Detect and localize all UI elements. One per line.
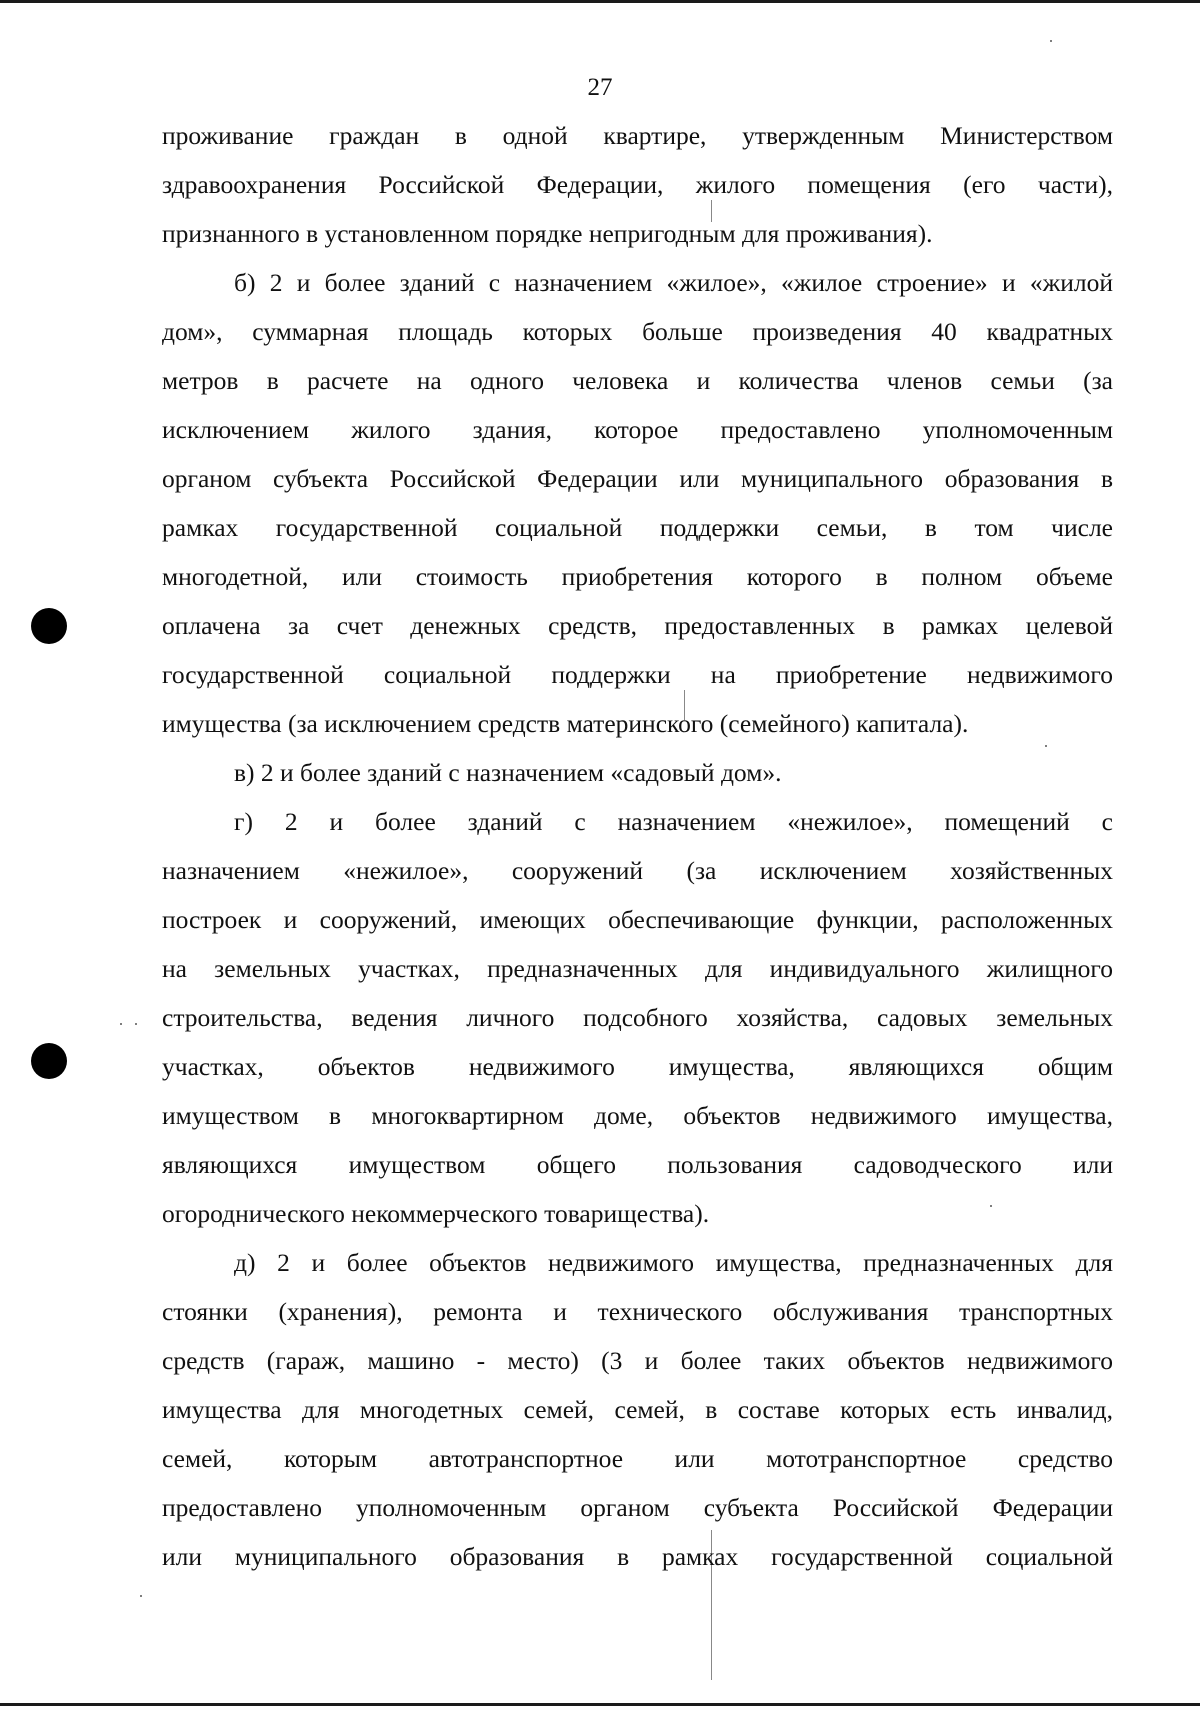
- scan-speck: [135, 1023, 137, 1025]
- text-line: имущества (за исключением средств материнского (семейного) капитала).: [162, 709, 969, 738]
- text-line: на земельных участках, предназначенных для индивидуального жилищного: [162, 954, 1113, 983]
- page-number: 27: [587, 74, 613, 101]
- scan-speck: [140, 1595, 142, 1597]
- paragraph-item-d: [162, 1238, 1113, 1581]
- text-line: участках, объектов недвижимого имущества, являющихся общим: [162, 1052, 1113, 1081]
- paragraph-item-v: [162, 748, 1113, 797]
- paragraph-item-g: [162, 797, 1113, 1238]
- text-line: назначением «нежилое», сооружений (за исключением хозяйственных: [162, 856, 1113, 885]
- scan-edge-top: [0, 0, 1200, 3]
- text-line: государственной социальной поддержки на приобретение недвижимого: [162, 660, 1113, 689]
- text-line: органом субъекта Российской Федерации или муниципального образования в: [162, 464, 1113, 493]
- punch-hole-lower: [31, 1043, 67, 1079]
- text-line: оплачена за счет денежных средств, предоставленных в рамках целевой: [162, 611, 1113, 640]
- text-line: имущества для многодетных семей, семей, в составе которых есть инвалид,: [162, 1395, 1113, 1424]
- text-line: признанного в установленном порядке непригодным для проживания).: [162, 219, 933, 248]
- document-body: [162, 111, 1113, 1581]
- text-line: стоянки (хранения), ремонта и технического обслуживания транспортных: [162, 1297, 1113, 1326]
- scan-speck: [1050, 40, 1052, 42]
- text-line: в) 2 и более зданий с назначением «садовый дом».: [234, 758, 782, 787]
- paragraph-item-b: [162, 258, 1113, 748]
- text-line: предоставлено уполномоченным органом субъекта Российской Федерации: [162, 1493, 1113, 1522]
- text-line: являющихся имуществом общего пользования садоводческого или: [162, 1150, 1113, 1179]
- text-line: рамках государственной социальной поддержки семьи, в том числе: [162, 513, 1113, 542]
- text-line: дом», суммарная площадь которых больше произведения 40 квадратных: [162, 317, 1113, 346]
- paragraph-intro: [162, 111, 1113, 258]
- text-line: семей, которым автотранспортное или мототранспортное средство: [162, 1444, 1113, 1473]
- text-line: имуществом в многоквартирном доме, объектов недвижимого имущества,: [162, 1101, 1113, 1130]
- text-line: здравоохранения Российской Федерации, жилого помещения (его части),: [162, 170, 1113, 199]
- text-line: огороднического некоммерческого товарищества).: [162, 1199, 710, 1228]
- text-line: д) 2 и более объектов недвижимого имущества, предназначенных для: [234, 1248, 1113, 1277]
- text-line: многодетной, или стоимость приобретения которого в полном объеме: [162, 562, 1113, 591]
- scan-edge-bottom: [0, 1703, 1200, 1706]
- text-line: г) 2 и более зданий с назначением «нежилое», помещений с: [234, 807, 1113, 836]
- text-line: метров в расчете на одного человека и количества членов семьи (за: [162, 366, 1113, 395]
- scan-speck: [120, 1023, 122, 1025]
- text-line: построек и сооружений, имеющих обеспечивающие функции, расположенных: [162, 905, 1113, 934]
- punch-hole-upper: [31, 608, 67, 644]
- text-line: б) 2 и более зданий с назначением «жилое», «жилое строение» и «жилой: [234, 268, 1113, 297]
- text-line: средств (гараж, машино - место) (3 и более таких объектов недвижимого: [162, 1346, 1113, 1375]
- text-line: исключением жилого здания, которое предоставлено уполномоченным: [162, 415, 1113, 444]
- text-line: проживание граждан в одной квартире, утвержденным Министерством: [162, 121, 1113, 150]
- text-line: или муниципального образования в рамках государственной социальной: [162, 1542, 1113, 1571]
- text-line: строительства, ведения личного подсобного хозяйства, садовых земельных: [162, 1003, 1113, 1032]
